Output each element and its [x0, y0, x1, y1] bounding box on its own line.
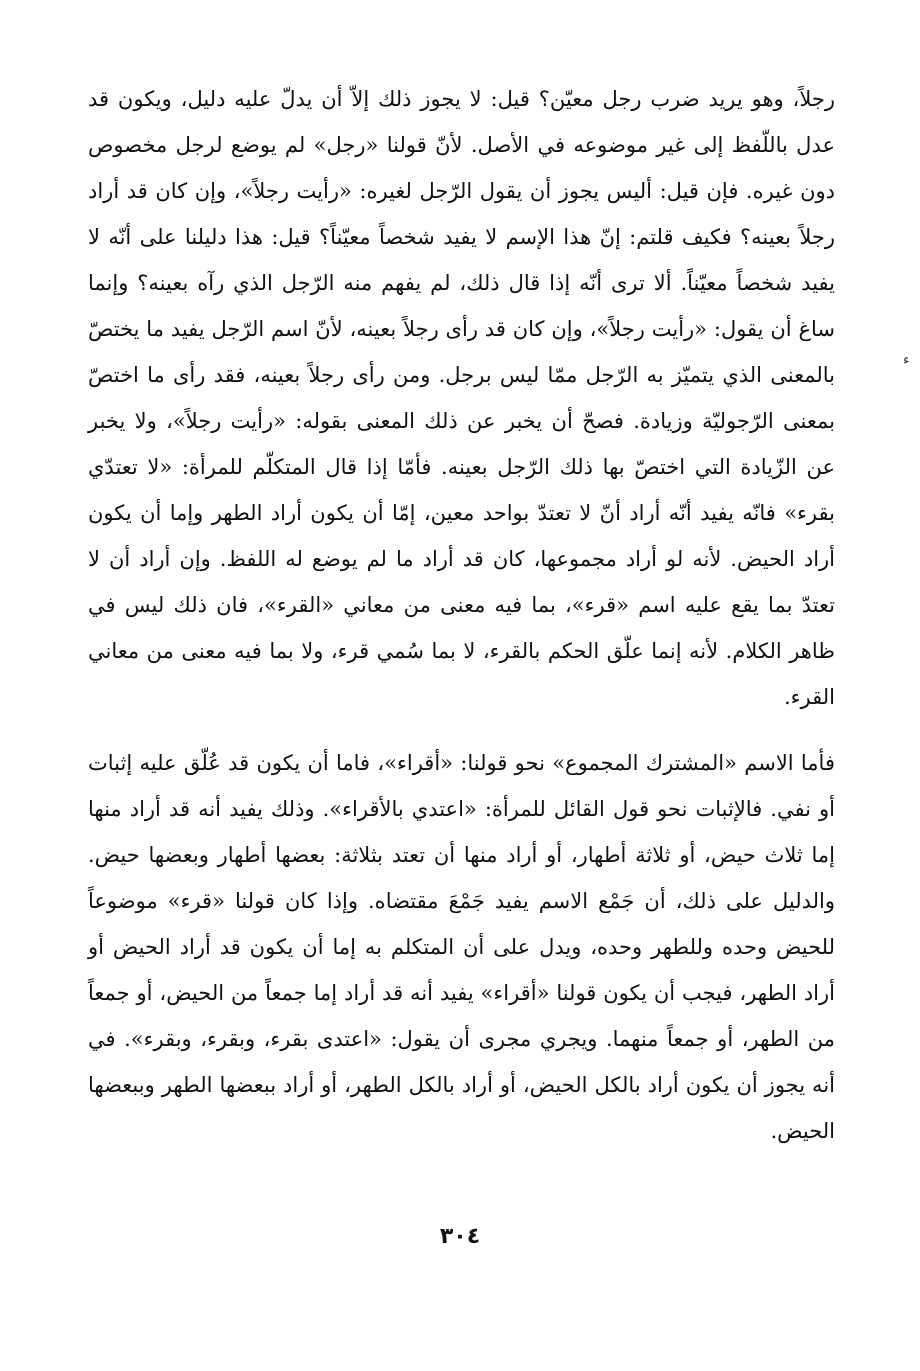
margin-mark: ﺀ: [903, 352, 910, 368]
paragraph-2: فأما الاسم «المشترك المجموع» نحو قولنا: «أقراء»، فاما أن يكون قد عُلّق عليه إثبات أو نفي. فالإثبات نحو قول القائل للمرأة: «اعتدي بالأقراء». وذلك يفيد أنه قد أراد منها إما ثلاث حيض، أو ثلاثة أطهار، أو أراد منها أن تعتد بثلاثة: بعضها أطهار وبعضها حيض. والدليل على ذلك، أن جَمْع الاسم يفيد جَمْعَ مقتضاه. وإذا كان قولنا «قرء» موضوعاً للحيض وحده وللطهر وحده، ويدل على أن المتكلم به إما أن يكون قد أراد الحيض أو أراد الطهر، فيجب أن يكون قولنا «أقراء» يفيد أنه قد أراد إما جمعاً من الحيض، أو جمعاً من الطهر، أو جمعاً منهما. ويجري مجرى أن يقول: «اعتدى بقرء، وبقرء، وبقرء». في أنه يجوز أن يكون أراد بالكل الحيض، أو أراد بالكل الطهر، أو أراد ببعضها الطهر وببعضها الحيض.: [88, 751, 835, 1143]
page-number: ٣٠٤: [439, 1224, 481, 1249]
paragraph-1: رجلاً، وهو يريد ضرب رجل معيّن؟ قيل: لا يجوز ذلك إلاّ أن يدلّ عليه دليل، ويكون قد عدل باللّفظ إلى غير موضوعه في الأصل. لأنّ قولنا «رجل» لم يوضع لرجل مخصوص دون غيره. فإن قيل: أليس يجوز أن يقول الرّجل لغيره: «رأيت رجلاً»، وإن كان قد أراد رجلاً بعينه؟ فكيف قلتم: إنّ هذا الإسم لا يفيد شخصاً معيّناً؟ قيل: هذا دليلنا على أنّه لا يفيد شخصاً معيّناً. ألا ترى أنّه إذا قال ذلك، لم يفهم منه الرّجل الذي رآه بعينه؟ وإنما ساغ أن يقول: «رأيت رجلاً»، وإن كان قد رأى رجلاً بعينه، لأنّ اسم الرّجل يفيد ما يختصّ بالمعنى الذي يتميّز به الرّجل ممّا ليس برجل. ومن رأى رجلاً بعينه، فقد رأى ما اختصّ بمعنى الرّجوليّة وزيادة. فصحّ أن يخبر عن ذلك المعنى بقوله: «رأيت رجلاً»، ولا يخبر عن الزّيادة التي اختصّ بها ذلك الرّجل بعينه. فأمّا إذا قال المتكلّم للمرأة: «لا تعتدّي بقرء» فانّه يفيد أنّه أراد أنّ لا تعتدّ بواحد معين، إمّا أن يكون أراد الطهر وإما أن يكون أراد الحيض. لأنه لو أراد مجموعها، كان قد أراد ما لم يوضع له اللفظ. وإن أراد أن لا تعتدّ بما يقع عليه اسم «قرء»، بما فيه معنى من معاني «القرء»، فان ذلك ليس في ظاهر الكلام. لأنه إنما علّق الحكم بالقرء، لا بما سُمي قرء، ولا بما فيه معنى من معاني القرء.: [88, 87, 835, 709]
page-body: [88, 76, 835, 1154]
